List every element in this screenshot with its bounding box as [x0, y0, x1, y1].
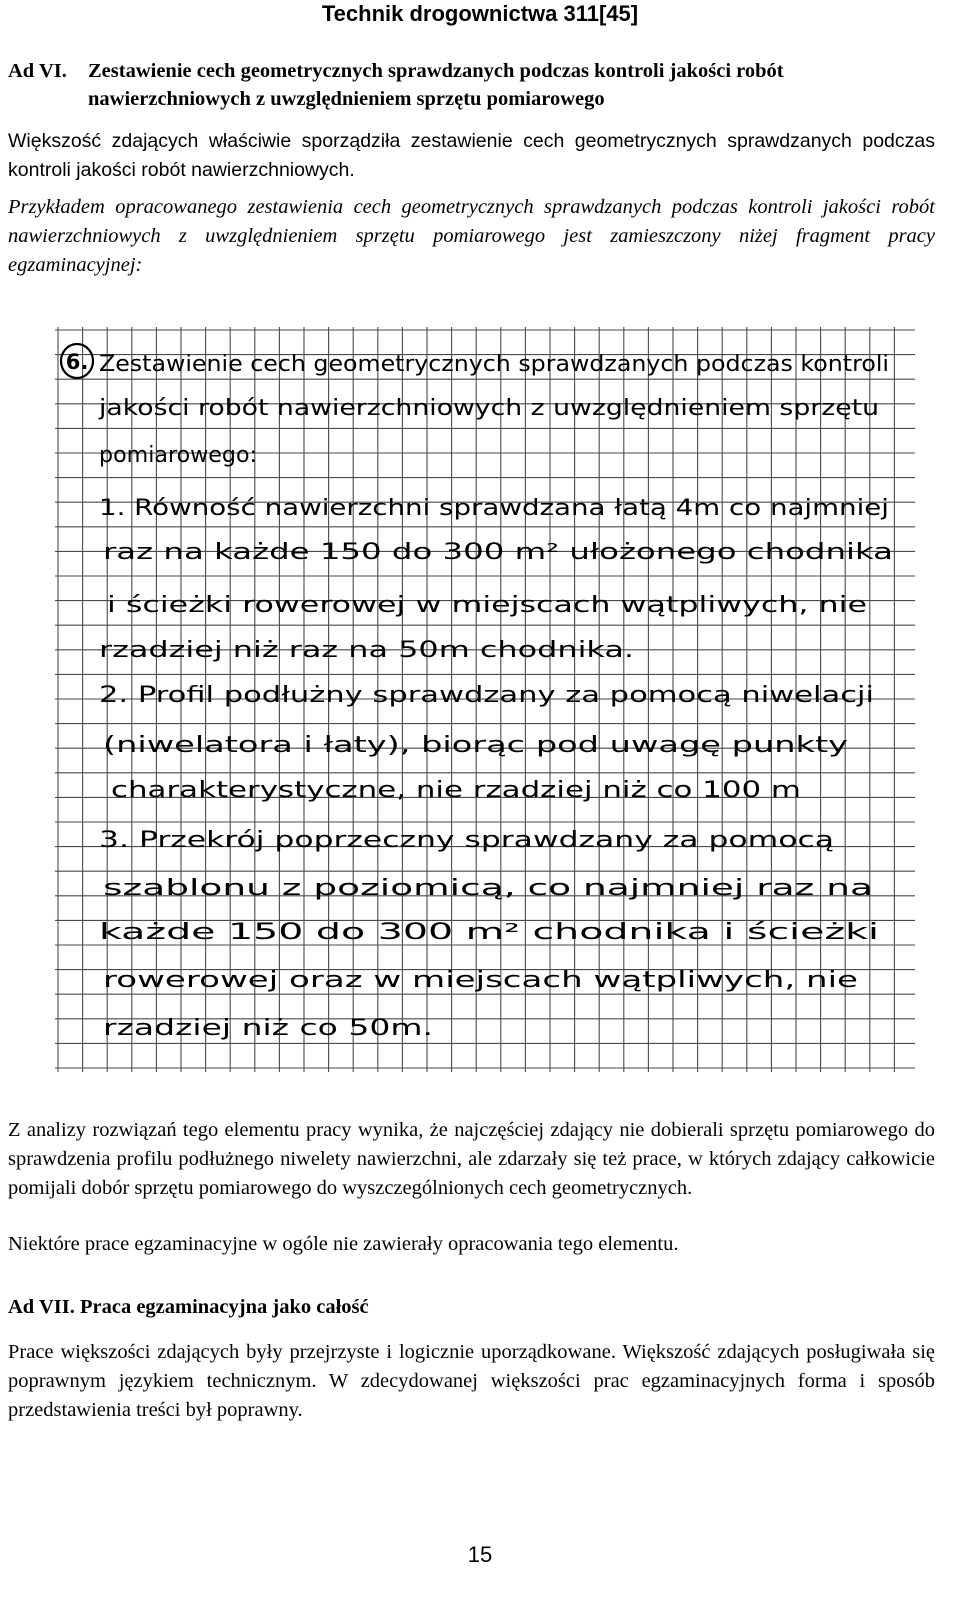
- handwriting-line: 1. Równość nawierzchni sprawdzana łatą 4m co najmniej: [99, 496, 889, 521]
- handwriting-lines: [98, 352, 893, 1041]
- handwriting-line: rowerowej oraz w miejscach wątpliwych, nie: [103, 968, 858, 993]
- handwriting-line: i ścieżki rowerowej w miejscach wątpliwych, nie: [107, 593, 867, 618]
- handwriting-number: 6.: [65, 350, 89, 374]
- section-6-paragraph-3: Z analizy rozwiązań tego elementu pracy wynika, że najczęściej zdający nie dobierali sprzętu pomiarowego do sprawdzenia profilu podłużnego niwelety nawierzchni, ale zdarzały się też prace, w których zdający całkowicie pomijali dobór sprzętu pomiarowego do wyszczególnionych cech geometrycznych.: [8, 1119, 935, 1199]
- page-number: 15: [467, 1542, 493, 1567]
- graph-paper-image: [55, 327, 915, 1072]
- handwriting-line: rzadziej niż raz na 50m chodnika.: [99, 638, 634, 663]
- handwritten-exam-excerpt: [55, 327, 915, 1072]
- section-6-heading: [8, 57, 943, 113]
- handwriting-line: charakterystyczne, nie rzadziej niż co 100 m: [111, 778, 801, 803]
- handwriting-line: raz na każde 150 do 300 m² ułożonego chodnika: [103, 540, 893, 565]
- handwriting-line: szablonu z poziomicą, co najmniej raz na: [103, 876, 873, 901]
- handwriting-line: 3. Przekrój poprzeczny sprawdzany za pomocą: [99, 828, 834, 853]
- handwriting-line: rzadziej niż co 50m.: [103, 1016, 433, 1041]
- handwriting-line: (niwelatora i łaty), biorąc pod uwagę punkty: [103, 733, 848, 758]
- section-7-heading: Ad VII. Praca egzaminacyjna jako całość: [8, 1296, 369, 1318]
- handwriting-line: Zestawienie cech geometrycznych sprawdzanych podczas kontroli: [99, 352, 889, 377]
- section-6-paragraph-1: Większość zdających właściwie sporządziła zestawienie cech geometrycznych sprawdzanych podczas kontroli jakości robót nawierzchniowych.: [8, 130, 935, 181]
- page-header-title: Technik drogownictwa 311[45]: [321, 1, 639, 26]
- section-6-paragraph-2: Przykładem opracowanego zestawienia cech geometrycznych sprawdzanych podczas kontroli jakości robót nawierzchniowych z uwzględnieniem sprzętu pomiarowego jest zamieszczony niżej fragment pracy egzaminacyjnej:: [8, 196, 935, 276]
- handwriting-line: 2. Profil podłużny sprawdzany za pomocą niwelacji: [99, 683, 874, 708]
- handwriting-line: jakości robót nawierzchniowych z uwzględnieniem sprzętu: [97, 396, 880, 421]
- section-6-label: Ad VI.: [8, 60, 67, 82]
- handwriting-line: każde 150 do 300 m² chodnika i ścieżki: [99, 920, 879, 945]
- section-6-heading-line1: Zestawienie cech geometrycznych sprawdzanych podczas kontroli jakości robót: [88, 60, 784, 82]
- handwriting-line: pomiarowego:: [99, 443, 257, 468]
- section-7-paragraph: Prace większości zdających były przejrzyste i logicznie uporządkowane. Większość zdających posługiwała się poprawnym językiem technicznym. W zdecydowanej większości prac egzaminacyjnych forma i sposób przedstawienia treści był poprawny.: [8, 1341, 935, 1421]
- section-6-heading-line2: nawierzchniowych z uwzględnieniem sprzętu pomiarowego: [88, 88, 605, 110]
- section-6-paragraph-4: Niektóre prace egzaminacyjne w ogóle nie zawierały opracowania tego elementu.: [8, 1233, 679, 1255]
